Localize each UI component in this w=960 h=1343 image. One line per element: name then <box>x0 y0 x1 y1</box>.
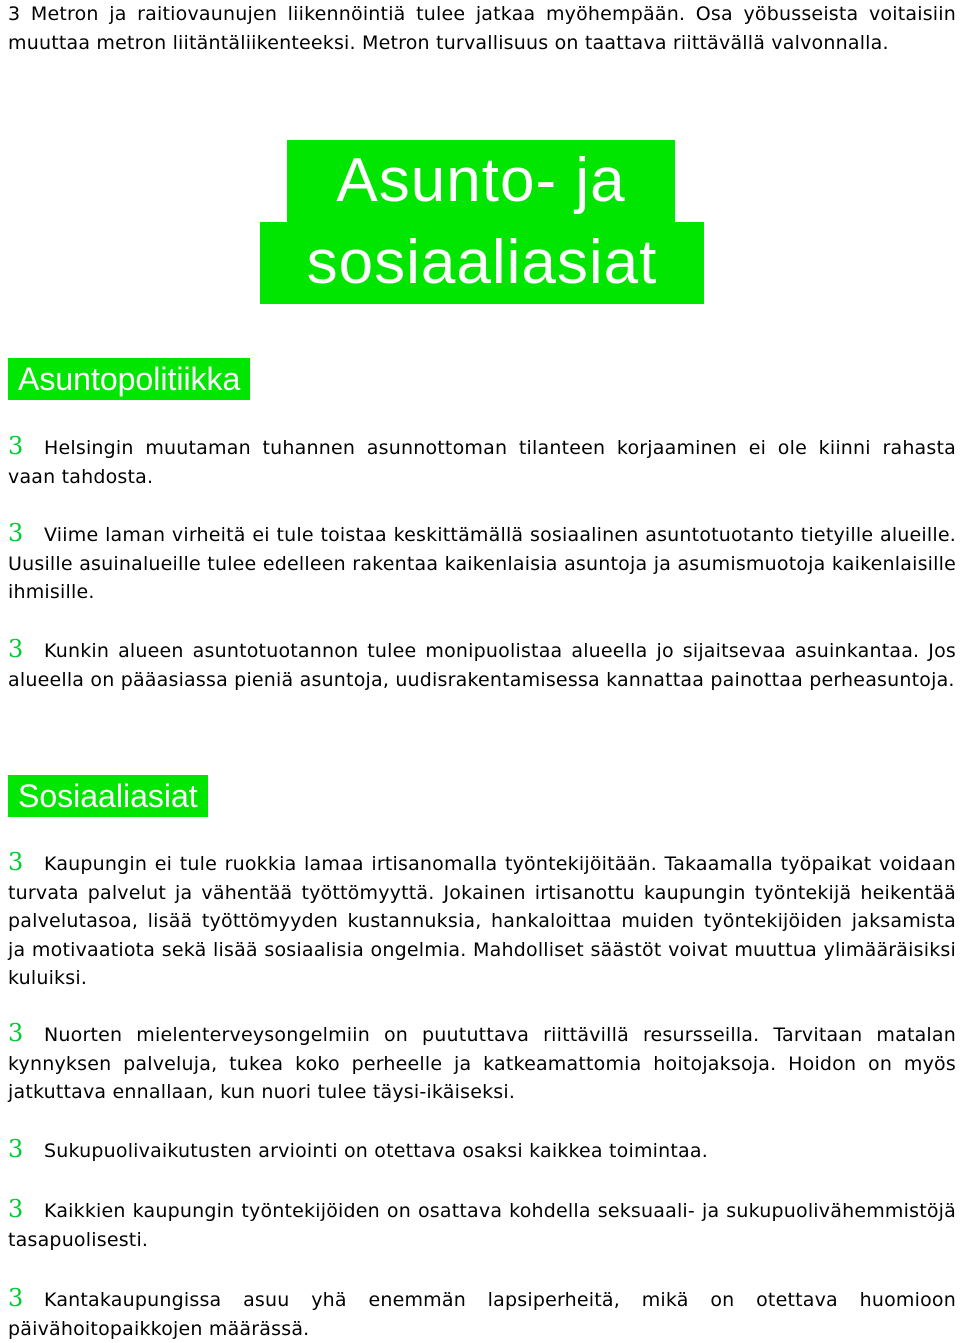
section-heading-asuntopolitiikka: Asuntopolitiikka <box>8 358 250 400</box>
list-item-text: Kaikkien kaupungin työntekijöiden on osattava kohdella seksuaali- ja sukupuolivähemmistöjä tasapuolisesti. <box>8 1200 956 1251</box>
bullet-marker: 3 <box>8 1135 24 1163</box>
page-title-line-1: Asunto- ja <box>287 140 675 222</box>
bullet-marker: 3 <box>8 848 24 876</box>
bullet-marker: 3 <box>8 1019 24 1047</box>
list-item-text: Helsingin muutaman tuhannen asunnottoman tilanteen korjaaminen ei ole kiinni rahasta vaan tahdosta. <box>8 437 956 488</box>
bullet-marker: 3 <box>8 1284 24 1312</box>
list-item <box>8 432 956 491</box>
list-item-text: Kantakaupungissa asuu yhä enemmän lapsiperheitä, mikä on otettava huomioon päivähoitopaikkojen määrässä. <box>8 1289 956 1340</box>
list-item-text: Nuorten mielenterveysongelmiin on puututtava riittävillä resursseilla. Tarvitaan matalan kynnyksen palveluja, tukea koko perheelle ja katkeamattomia hoitojaksoja. Hoidon on myös jatkuttava ennallaan, kun nuori tulee täysi-ikäiseksi. <box>8 1024 956 1103</box>
section-heading-sosiaaliasiat: Sosiaaliasiat <box>8 775 208 817</box>
bullet-marker: 3 <box>8 635 24 663</box>
list-item <box>8 635 956 694</box>
list-item-text: Kaupungin ei tule ruokkia lamaa irtisanomalla työntekijöitään. Takaamalla työpaikat voidaan turvata palvelut ja vähentää työttömyyttä. Jokainen irtisanottu kaupungin työntekijä heikentää palvelutasoa, lisää työttömyyden kustannuksia, hankaloittaa muiden työntekijöiden jaksamista ja motivaatiota sekä lisää sosiaalisia ongelmia. Mahdolliset säästöt voivat muuttua ylimääräisiksi kuluiksi. <box>8 853 956 989</box>
list-item <box>8 1284 956 1343</box>
list-item <box>8 519 956 607</box>
page-title-line-2: sosiaaliasiat <box>260 222 704 304</box>
list-item-text: Viime laman virheitä ei tule toistaa keskittämällä sosiaalinen asuntotuotanto tietyille alueille. Uusille asuinalueille tulee edelleen rakentaa kaikenlaisia asuntoja ja asumismuotoja kaikenlaisille ihmisille. <box>8 524 956 603</box>
intro-paragraph <box>8 0 956 57</box>
list-item <box>8 1135 956 1166</box>
list-item <box>8 848 956 993</box>
list-item <box>8 1195 956 1254</box>
list-item-text: Sukupuolivaikutusten arviointi on otettava osaksi kaikkea toimintaa. <box>44 1140 708 1162</box>
bullet-marker: 3 <box>8 432 24 460</box>
intro-text: 3 Metron ja raitiovaunujen liikennöintiä tulee jatkaa myöhempään. Osa yöbusseista voitaisiin muuttaa metron liitäntäliikenteeksi. Metron turvallisuus on taattava riittävällä valvonnalla. <box>8 3 956 54</box>
list-item <box>8 1019 956 1107</box>
bullet-marker: 3 <box>8 1195 24 1223</box>
list-item-text: Kunkin alueen asuntotuotannon tulee monipuolistaa alueella jo sijaitsevaa asuinkantaa. Jos alueella on pääasiassa pieniä asuntoja, uudisrakentamisessa kannattaa painottaa perheasuntoja. <box>8 640 956 691</box>
bullet-marker: 3 <box>8 519 24 547</box>
